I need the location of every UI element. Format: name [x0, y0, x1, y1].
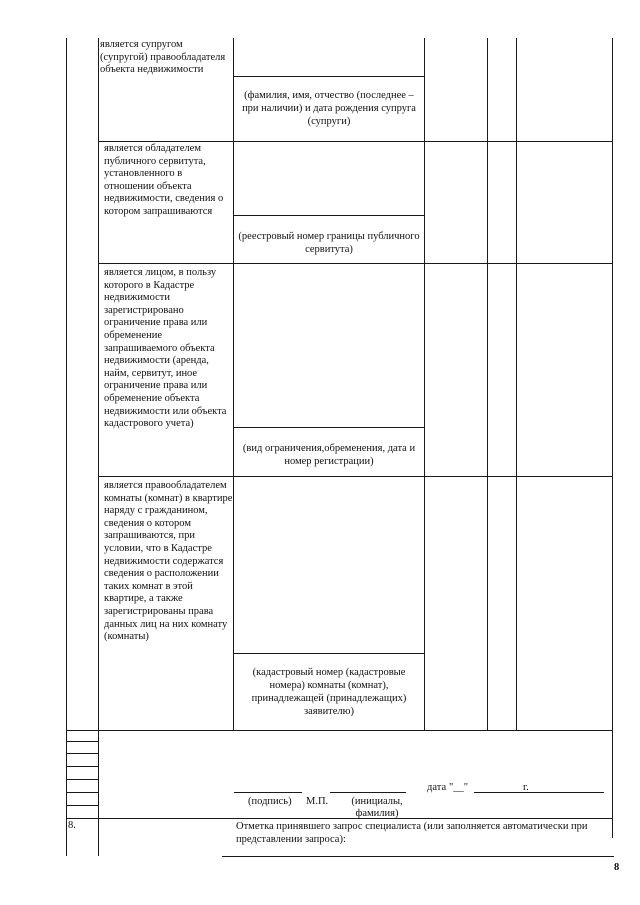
page-number: 8	[614, 862, 620, 873]
stub-line	[66, 779, 99, 780]
field-separator-2	[233, 215, 424, 216]
field-separator-4	[233, 653, 424, 654]
section-8-number: 8.	[68, 820, 76, 831]
signature-line	[234, 792, 302, 793]
date-day-quotes: "__"	[449, 782, 469, 793]
field-separator-1	[233, 76, 424, 77]
row-4-description: является правообладателем комнаты (комнат) в квартире наряду с гражданином, сведения о котором запрашиваются, при условии, что в Кадастре недвижимости содержатся сведения о расположении таких комнат в этой квартире, а также зарегистрированы права данных лиц на них комнату (комнаты)	[104, 480, 233, 643]
stub-line	[66, 766, 99, 767]
section-8-bottom-line	[222, 856, 614, 857]
date-line	[474, 792, 604, 793]
initials-line	[330, 792, 406, 793]
row-2-field-caption: (реестровый номер границы публичного сервитута)	[238, 231, 420, 255]
row-separator-1	[98, 141, 613, 142]
row-4-field-caption: (кадастровый номер (кадастровые номера) комнаты (комнат), принадлежащей (принадлежащих) заявителю)	[251, 667, 407, 717]
stub-line	[66, 792, 99, 793]
row-1-description: является супругом (супругой) правообладателя объекта недвижимости	[100, 39, 226, 76]
row-separator-4	[66, 730, 613, 731]
stub-line	[66, 805, 99, 806]
row-separator-3	[98, 476, 613, 477]
date-label: дата	[427, 782, 447, 793]
table-left-border	[66, 38, 67, 856]
row-separator-2	[98, 263, 613, 264]
section-8-text: Отметка принявшего запрос специалиста (или заполняется автоматически при представлении запроса):	[236, 821, 588, 845]
initials-label: (инициалы, фамилия)	[351, 796, 403, 819]
stamp-label: М.П.	[306, 796, 329, 807]
stub-line	[66, 741, 99, 742]
table-right-border	[612, 38, 613, 838]
row-3-field-caption: (вид ограничения,обременения, дата и номер регистрации)	[242, 443, 416, 467]
column-divider-number	[98, 38, 99, 856]
signature-label: (подпись)	[248, 796, 292, 807]
row-1-field-caption: (фамилия, имя, отчество (последнее – при наличии) и дата рождения супруга (супруги)	[242, 90, 416, 127]
row-3-description: является лицом, в пользу которого в Кадастре недвижимости зарегистрировано ограничение права или обременение запрашиваемого объекта недвижимости (аренда, найм, сервитут, иное ограничение права или обременение объекта недвижимости или объекта кадастрового учета)	[104, 267, 227, 430]
row-2-description: является обладателем публичного сервитута, установленного в отношении объекта недвижимости, сведения о котором запрашиваются	[104, 143, 224, 217]
field-separator-3	[233, 427, 424, 428]
year-label: г.	[523, 782, 529, 793]
stub-line	[66, 753, 99, 754]
